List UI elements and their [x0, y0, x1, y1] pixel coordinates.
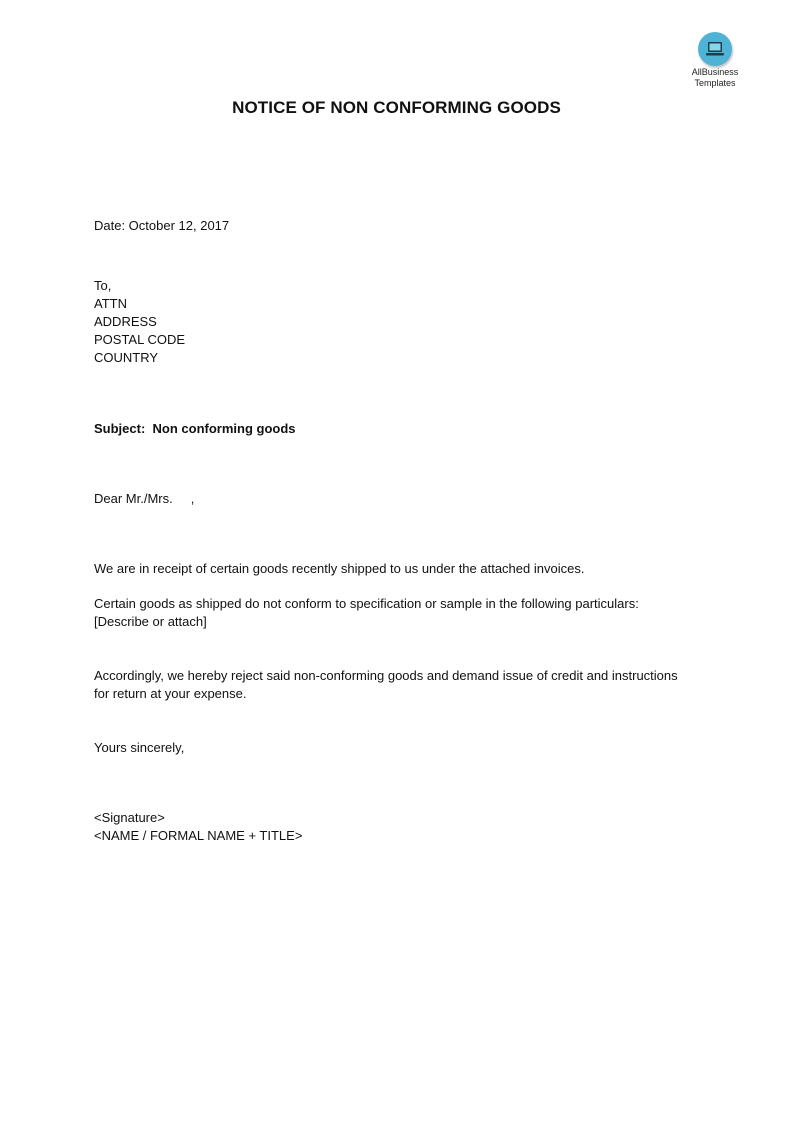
closing: Yours sincerely, — [94, 740, 185, 755]
body-paragraph-3-line-1: Accordingly, we hereby reject said non-conforming goods and demand issue of credit and instructions — [94, 668, 678, 683]
date-line: Date: October 12, 2017 — [94, 218, 230, 233]
subject-label: Subject: — [94, 421, 146, 436]
body-paragraph-2-line-1: Certain goods as shipped do not conform to specification or sample in the following particulars: — [94, 596, 639, 611]
body-paragraph-1: We are in receipt of certain goods recently shipped to us under the attached invoices. — [94, 561, 585, 576]
salutation: Dear Mr./Mrs. , — [94, 491, 195, 506]
logo-text-line2: Templates — [694, 78, 736, 88]
signature-placeholder: <Signature> — [94, 810, 165, 825]
laptop-icon — [698, 32, 732, 66]
body-paragraph-2-line-2: [Describe or attach] — [94, 614, 207, 629]
address-attn: ATTN — [94, 296, 127, 311]
brand-logo — [684, 32, 746, 88]
address-country: COUNTRY — [94, 350, 159, 365]
address-postal-code: POSTAL CODE — [94, 332, 186, 347]
address-to: To, — [94, 278, 112, 293]
document-title: NOTICE OF NON CONFORMING GOODS — [232, 98, 561, 117]
body-paragraph-3-line-2: for return at your expense. — [94, 686, 247, 701]
logo-text-line1: AllBusiness — [691, 67, 739, 77]
subject-text: Non conforming goods — [152, 421, 296, 436]
subject-line — [94, 420, 296, 438]
name-title-placeholder: <NAME / FORMAL NAME + TITLE> — [94, 828, 303, 843]
address-street: ADDRESS — [94, 314, 157, 329]
